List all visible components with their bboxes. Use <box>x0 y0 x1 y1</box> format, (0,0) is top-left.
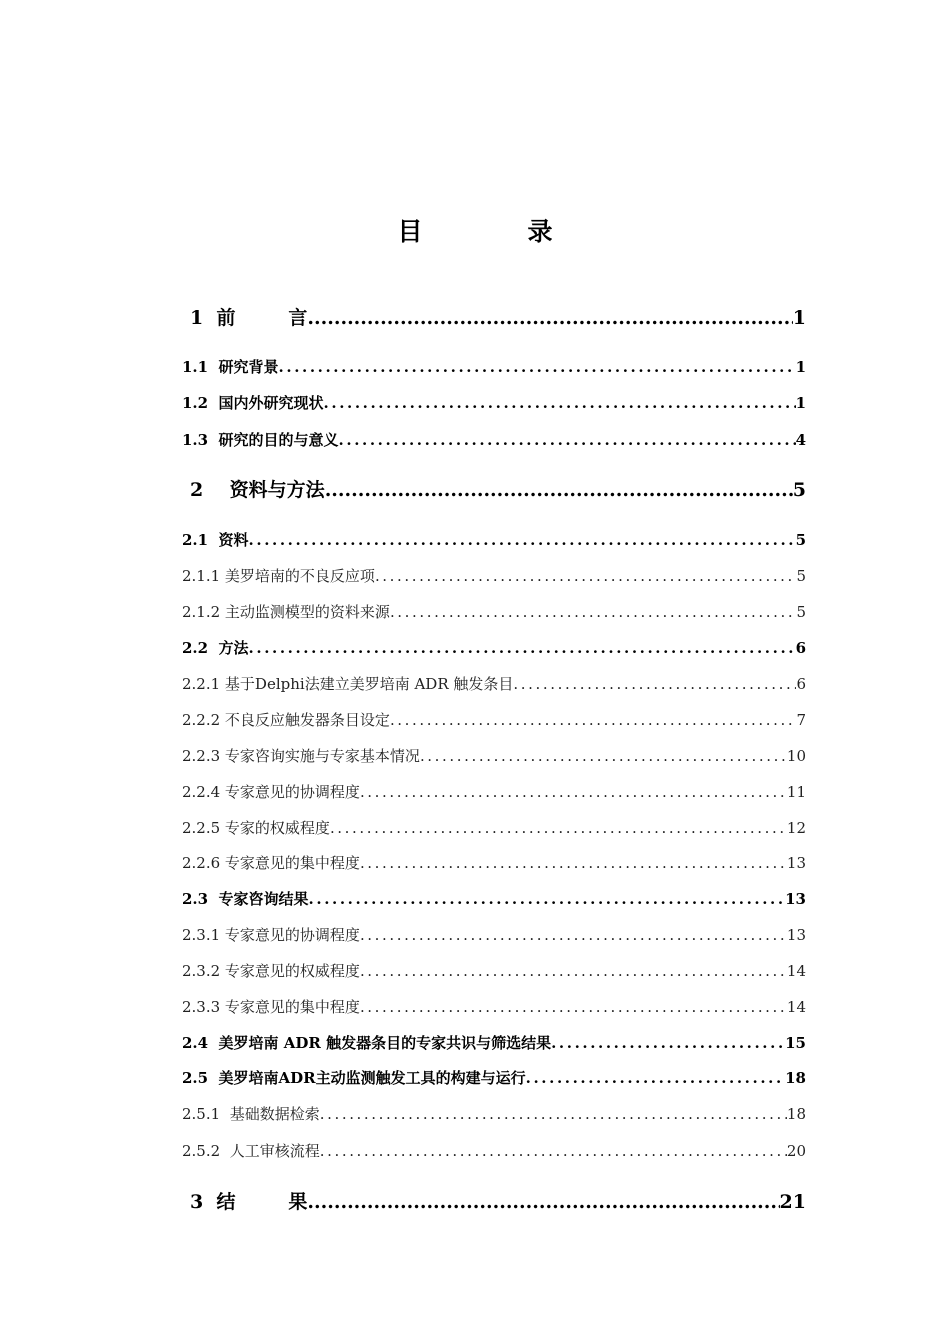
toc-dot-leader <box>309 890 786 908</box>
toc-entry[interactable] <box>182 475 806 502</box>
toc-dot-leader <box>325 479 793 501</box>
toc-dot-leader <box>330 819 787 837</box>
toc-entry[interactable] <box>182 817 806 838</box>
toc-entry-page-number: 1 <box>795 358 806 376</box>
toc-entry-label: 1.3 研究的目的与意义 <box>182 431 339 449</box>
toc-entry-label: 2.3.2 专家意见的权威程度 <box>182 962 360 980</box>
toc-dot-leader <box>249 639 796 657</box>
toc-entry-page-number: 5 <box>796 567 806 585</box>
toc-dot-leader <box>513 675 796 693</box>
toc-dot-leader <box>360 854 787 872</box>
toc-entry[interactable] <box>182 1067 806 1088</box>
toc-dot-leader <box>249 531 796 549</box>
toc-dot-leader <box>360 783 787 801</box>
toc-entry[interactable] <box>182 888 806 909</box>
toc-entry-label: 2.2.2 不良反应触发器条目设定 <box>182 711 390 729</box>
toc-entry[interactable] <box>182 960 806 981</box>
toc-dot-leader <box>339 431 796 449</box>
toc-entry-label: 2 资料与方法 <box>190 478 325 501</box>
toc-entry-page-number: 13 <box>786 854 806 872</box>
toc-entry[interactable] <box>182 1032 806 1053</box>
toc-dot-leader <box>375 567 797 585</box>
toc-entry-label: 2.3 专家咨询结果 <box>182 890 309 908</box>
toc-dot-leader <box>279 358 796 376</box>
toc-entry[interactable] <box>182 1103 806 1124</box>
toc-entry[interactable] <box>182 673 806 694</box>
toc-entry-label: 2.2.6 专家意见的集中程度 <box>182 854 360 872</box>
toc-entry-label: 2.1 资料 <box>182 531 249 549</box>
toc-dot-leader <box>320 1142 787 1160</box>
toc-entry-label: 1.2 国内外研究现状 <box>182 394 324 412</box>
toc-entry-page-number: 15 <box>785 1034 806 1052</box>
toc-entry-page-number: 18 <box>786 1105 806 1123</box>
toc-entry-page-number: 13 <box>786 926 806 944</box>
toc-entry[interactable] <box>182 303 806 330</box>
toc-entry-page-number: 5 <box>792 478 806 501</box>
toc-entry-page-number: 5 <box>796 603 806 621</box>
toc-entry-page-number: 12 <box>786 819 806 837</box>
toc-entry[interactable] <box>182 392 806 413</box>
toc-dot-leader <box>420 747 787 765</box>
toc-entry-label: 2.2.5 专家的权威程度 <box>182 819 330 837</box>
toc-entry[interactable] <box>182 1187 806 1214</box>
toc-entry-label: 2.2.4 专家意见的协调程度 <box>182 783 360 801</box>
toc-entry-label: 2.2.1 基于Delphi法建立美罗培南 ADR 触发条目 <box>182 675 514 693</box>
toc-entry[interactable] <box>182 745 806 766</box>
toc-entry-page-number: 11 <box>786 783 806 801</box>
toc-entry-label: 2.5.1 基础数据检索 <box>182 1105 320 1123</box>
toc-dot-leader <box>526 1069 785 1087</box>
toc-entry-label: 2.2.3 专家咨询实施与专家基本情况 <box>182 747 420 765</box>
toc-entry-page-number: 18 <box>785 1069 806 1087</box>
toc-entry[interactable] <box>182 565 806 586</box>
toc-entry-page-number: 6 <box>795 639 806 657</box>
toc-entry-page-number: 4 <box>795 431 806 449</box>
toc-entry[interactable] <box>182 924 806 945</box>
toc-entry-page-number: 14 <box>786 998 806 1016</box>
toc-entry-page-number: 20 <box>786 1142 806 1160</box>
toc-entry-label: 1 前 言 <box>190 306 308 329</box>
toc-dot-leader <box>360 926 787 944</box>
toc-dot-leader <box>360 962 787 980</box>
toc-entry[interactable] <box>182 429 806 450</box>
toc-entry-page-number: 7 <box>796 711 806 729</box>
toc-entry-page-number: 13 <box>785 890 806 908</box>
toc-title: 目 录 <box>397 217 593 246</box>
toc-entry-label: 2.3.3 专家意见的集中程度 <box>182 998 360 1016</box>
toc-entry-page-number: 5 <box>795 531 806 549</box>
toc-entry-page-number: 21 <box>779 1190 806 1213</box>
toc-entry-label: 2.4 美罗培南 ADR 触发器条目的专家共识与筛选结果 <box>182 1034 552 1052</box>
toc-entry-page-number: 10 <box>786 747 806 765</box>
toc-entry-label: 3 结 果 <box>190 1190 308 1213</box>
toc-entry-label: 2.3.1 专家意见的协调程度 <box>182 926 360 944</box>
toc-entry-label: 2.2 方法 <box>182 639 249 657</box>
toc-dot-leader <box>307 307 792 329</box>
toc-entry[interactable] <box>182 781 806 802</box>
toc-entry-page-number: 1 <box>792 306 806 329</box>
toc-entry-page-number: 14 <box>786 962 806 980</box>
toc-entry[interactable] <box>182 356 806 377</box>
toc-dot-leader <box>390 603 797 621</box>
toc-dot-leader <box>307 1191 779 1213</box>
toc-entry[interactable] <box>182 852 806 873</box>
toc-entry[interactable] <box>182 709 806 730</box>
toc-dot-leader <box>324 394 796 412</box>
toc-entry[interactable] <box>182 637 806 658</box>
toc-dot-leader <box>360 998 787 1016</box>
toc-entry-page-number: 6 <box>796 675 806 693</box>
toc-entry-label: 1.1 研究背景 <box>182 358 279 376</box>
toc-entry-label: 2.1.2 主动监测模型的资料来源 <box>182 603 390 621</box>
toc-entry-label: 2.5 美罗培南ADR主动监测触发工具的构建与运行 <box>182 1069 526 1087</box>
toc-entry[interactable] <box>182 1140 806 1161</box>
toc-dot-leader <box>551 1034 785 1052</box>
toc-dot-leader <box>390 711 797 729</box>
toc-entry[interactable] <box>182 529 806 550</box>
toc-entry-page-number: 1 <box>795 394 806 412</box>
toc-entry-label: 2.1.1 美罗培南的不良反应项 <box>182 567 375 585</box>
toc-entry-label: 2.5.2 人工审核流程 <box>182 1142 320 1160</box>
toc-dot-leader <box>320 1105 787 1123</box>
toc-entry[interactable] <box>182 996 806 1017</box>
toc-entry[interactable] <box>182 601 806 622</box>
